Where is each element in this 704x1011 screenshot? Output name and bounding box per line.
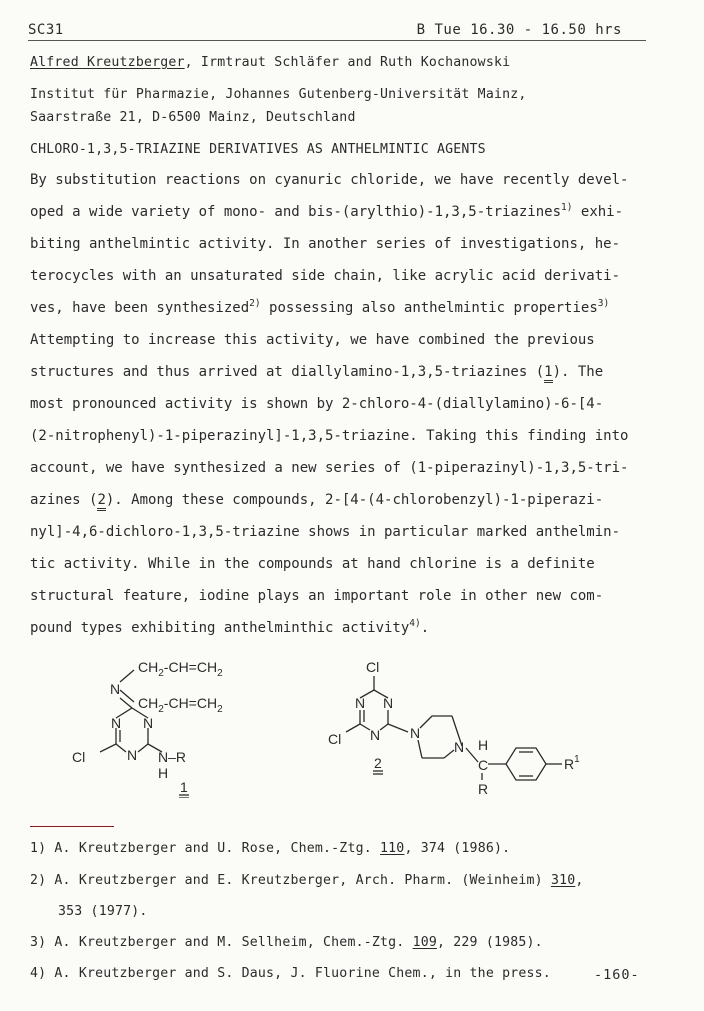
structure-2 <box>326 652 626 802</box>
abstract-code: SC31 <box>28 22 64 38</box>
hydrogen: H <box>478 737 489 753</box>
volume-number: 109 <box>412 935 437 950</box>
footnote-rule <box>30 826 114 827</box>
bond <box>360 724 370 730</box>
affiliation-line-2: Saarstraße 21, D-6500 Mainz, Deutschland <box>30 110 356 125</box>
reference-mark: 3) <box>597 298 610 309</box>
body-line: tic activity. While in the compounds at hand chlorine is a definite <box>30 556 595 572</box>
footnote-text: 2) A. Kreutzberger and E. Kreutzberger, Arch. Pharm. (Weinheim) <box>30 873 551 888</box>
bond <box>466 748 478 762</box>
bond <box>420 716 432 728</box>
body-text: . <box>420 620 430 636</box>
bond <box>100 744 116 752</box>
footnote-text: 3) A. Kreutzberger and M. Sellheim, Chem.-Ztg. <box>30 935 413 950</box>
structure-1 <box>60 648 280 798</box>
ring-n: N <box>355 695 366 711</box>
header <box>28 22 646 42</box>
body-line: By substitution reactions on cyanuric chloride, we have recently devel- <box>30 172 629 188</box>
bond <box>138 744 148 752</box>
body-line: terocycles with an unsaturated side chain, like acrylic acid derivati- <box>30 268 621 284</box>
body-line <box>30 490 634 510</box>
chlorine: Cl <box>366 659 380 675</box>
bond <box>120 670 134 682</box>
presenting-author: Alfred Kreutzberger <box>30 55 185 70</box>
bond <box>444 750 454 758</box>
body-text: ). The <box>552 364 604 380</box>
co-authors: , Irmtraut Schläfer and Ruth Kochanowski <box>184 55 511 70</box>
ring-n: N <box>143 715 154 731</box>
piperazine-n: N <box>454 739 465 755</box>
body-line: most pronounced activity is shown by 2-chloro-4-(diallylamino)-6-[4- <box>30 396 604 412</box>
header-rule <box>28 40 646 41</box>
body-text: ves, have been synthesized <box>30 300 250 316</box>
body-line: nyl]-4,6-dichloro-1,3,5-triazine shows in particular marked anthelmin- <box>30 524 621 540</box>
bond <box>346 724 360 732</box>
body-text: oped a wide variety of mono- and bis-(arylthio)-1,3,5-triazines <box>30 204 562 220</box>
volume-number: 110 <box>380 841 405 856</box>
benzene-ring <box>506 748 546 780</box>
structure-label-2: 2 <box>374 755 382 771</box>
body-text: pound types exhibiting anthelminthic activity <box>30 620 410 636</box>
body-line <box>30 298 634 318</box>
body-line <box>30 202 634 222</box>
r-group: R <box>478 781 489 797</box>
ring-n: N <box>383 695 394 711</box>
page-number: -160- <box>594 967 640 983</box>
body-line <box>30 362 634 382</box>
allyl-chain-1: $CH_2-CH=CH_2$ <box>138 659 223 679</box>
footnote-3 <box>30 935 543 950</box>
body-text: structures and thus arrived at diallylamino-1,3,5-triazines ( <box>30 364 545 380</box>
body-line: (2-nitrophenyl)-1-piperazinyl]-1,3,5-triazine. Taking this finding into <box>30 428 629 444</box>
allyl-chain-2: $CH_2-CH=CH_2$ <box>138 695 223 715</box>
reference-mark: 4) <box>409 618 421 629</box>
footnote-1 <box>30 841 510 856</box>
ring-n: N <box>111 715 122 731</box>
footnote-2-continued: 353 (1977). <box>58 904 148 919</box>
reference-mark: 1) <box>561 202 573 213</box>
volume-number: 310 <box>550 873 576 888</box>
r1-group: $R^1$ <box>564 754 580 772</box>
structure-label-1: 1 <box>180 779 188 795</box>
footnote-text: , 374 (1986). <box>404 841 511 856</box>
body-text: azines ( <box>30 492 98 508</box>
compound-number: 1 <box>544 364 552 383</box>
footnote-4: 4) A. Kreutzberger and S. Daus, J. Fluorine Chem., in the press. <box>30 966 551 981</box>
body-line: structural feature, iodine plays an important role in other new com- <box>30 588 604 604</box>
hydrogen: H <box>158 765 169 781</box>
author-line <box>30 55 510 70</box>
footnote-2 <box>30 873 584 888</box>
chlorine: Cl <box>72 749 86 765</box>
bond <box>380 724 388 730</box>
bond <box>388 724 408 732</box>
affiliation-line-1: Institut für Pharmazie, Johannes Gutenberg-Universität Mainz, <box>30 87 527 102</box>
ring-n: N <box>370 727 381 743</box>
body-text: exhi- <box>572 204 624 220</box>
body-text: ). Among these compounds, 2-[4-(4-chlorobenzyl)-1-piperazi- <box>105 492 604 508</box>
body-line <box>30 618 634 638</box>
footnote-text: 1) A. Kreutzberger and U. Rose, Chem.-Ztg. <box>30 841 381 856</box>
body-line: account, we have synthesized a new series of (1-piperazinyl)-1,3,5-tri- <box>30 460 629 476</box>
body-line: biting anthelmintic activity. In another series of investigations, he- <box>30 236 621 252</box>
footnote-text: , 229 (1985). <box>436 935 543 950</box>
carbon: C <box>478 757 489 773</box>
body-line: Attempting to increase this activity, we have combined the previous <box>30 332 595 348</box>
abstract-title: CHLORO-1,3,5-TRIAZINE DERIVATIVES AS ANTHELMINTIC AGENTS <box>30 142 486 157</box>
piperazine-n: N <box>410 725 421 741</box>
body-text: possessing also anthelmintic properties <box>260 300 598 316</box>
footnote-text: , <box>575 873 584 888</box>
compound-number: 2 <box>97 492 105 511</box>
ring-n: N <box>127 747 138 763</box>
reference-mark: 2) <box>249 298 261 309</box>
amine-n: N <box>110 681 121 697</box>
bond <box>116 744 126 752</box>
amino-r: N–R <box>158 749 187 765</box>
session-time: B Tue 16.30 - 16.50 hrs <box>416 22 622 38</box>
bond <box>418 740 422 758</box>
chlorine: Cl <box>328 731 342 747</box>
